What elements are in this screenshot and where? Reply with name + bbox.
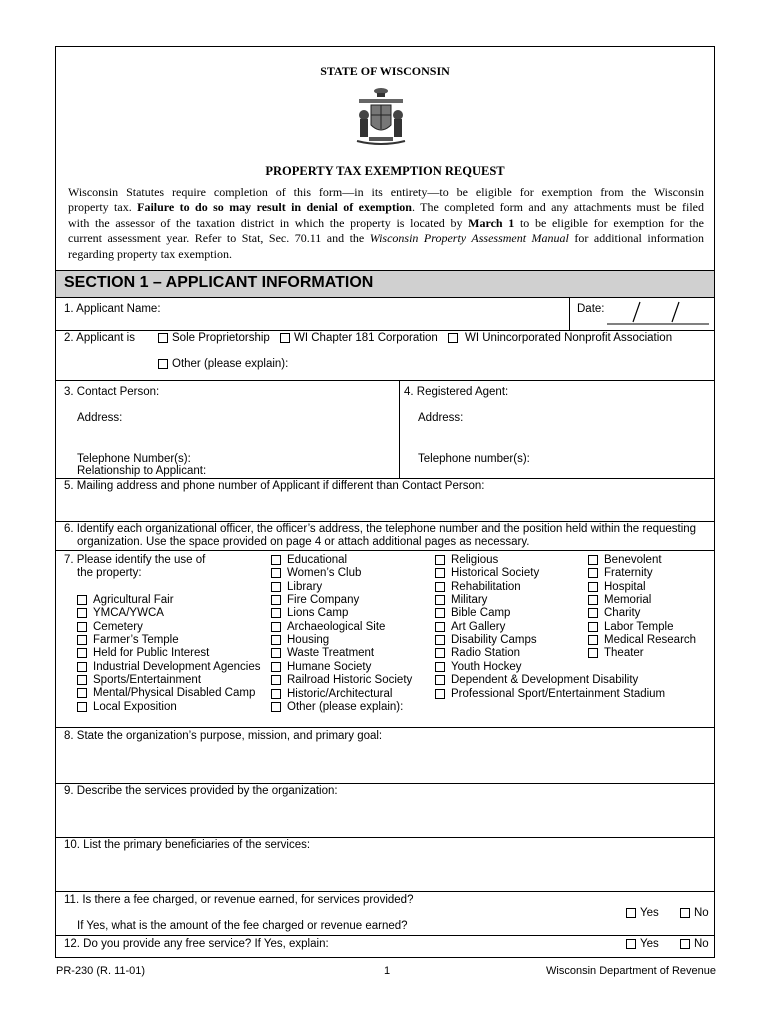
checkbox[interactable] xyxy=(588,568,598,578)
checkbox[interactable] xyxy=(435,595,445,605)
property-use-label: Art Gallery xyxy=(451,620,506,633)
checkbox[interactable] xyxy=(435,622,445,632)
department-name: Wisconsin Department of Revenue xyxy=(546,965,716,977)
form-title: PROPERTY TAX EXEMPTION REQUEST xyxy=(265,164,505,178)
property-use-label: Bible Camp xyxy=(451,607,511,620)
checkbox[interactable] xyxy=(448,333,458,343)
contact-phone-label: Telephone Number(s): xyxy=(77,453,191,465)
checkbox[interactable] xyxy=(588,608,598,618)
checkbox[interactable] xyxy=(280,333,290,343)
property-use-label: Labor Temple xyxy=(604,620,674,633)
intro-line-2: property tax. Failure to do so may result in denial of exemption. The completed form and any attachments must be filed xyxy=(68,200,704,215)
property-use-label: Memorial xyxy=(604,594,652,607)
checkbox[interactable] xyxy=(435,675,445,685)
property-use-label: Women’s Club xyxy=(287,567,362,580)
intro-paragraph xyxy=(68,185,704,262)
checkbox[interactable] xyxy=(271,635,281,645)
checkbox[interactable] xyxy=(271,689,281,699)
checkbox[interactable] xyxy=(626,908,636,918)
property-use-label: Humane Society xyxy=(287,660,372,673)
checkbox[interactable] xyxy=(588,622,598,632)
property-use-label: Disability Camps xyxy=(451,634,537,647)
checkbox[interactable] xyxy=(680,908,690,918)
form-id: PR-230 (R. 11-01) xyxy=(56,965,146,977)
checkbox[interactable] xyxy=(77,688,87,698)
registered-agent-label: 4. Registered Agent: xyxy=(404,386,509,398)
checkbox[interactable] xyxy=(271,595,281,605)
free-service-label: 12. Do you provide any free service? If Yes, explain: xyxy=(64,938,329,950)
section-1-header xyxy=(56,270,714,298)
intro-line-5: regarding property tax exemption. xyxy=(68,246,232,261)
checkbox[interactable] xyxy=(77,648,87,658)
property-use-label: Military xyxy=(451,594,488,607)
property-use-label: Industrial Development Agencies xyxy=(93,660,261,673)
contact-person-label: 3. Contact Person: xyxy=(64,386,160,398)
checkbox[interactable] xyxy=(271,555,281,565)
property-use-label: Religious xyxy=(451,554,499,566)
checkbox[interactable] xyxy=(588,635,598,645)
property-use-label: Railroad Historic Society xyxy=(287,674,413,687)
services-label: 9. Describe the services provided by the organization: xyxy=(64,785,338,797)
checkbox[interactable] xyxy=(271,675,281,685)
purpose-label: 8. State the organization’s purpose, mission, and primary goal: xyxy=(64,730,383,742)
property-use-label: Sports/Entertainment xyxy=(93,674,202,687)
checkbox[interactable] xyxy=(77,662,87,672)
checkbox[interactable] xyxy=(588,595,598,605)
checkbox[interactable] xyxy=(158,359,168,369)
property-use-label: Archaeological Site xyxy=(287,620,386,633)
checkbox[interactable] xyxy=(588,582,598,592)
officers-label-line-1: 6. Identify each organizational officer, the officer’s address, the telephone number and the position held within the requesting xyxy=(64,523,697,535)
property-use-label: Professional Sport/Entertainment Stadium xyxy=(451,687,666,700)
property-use-label: Charity xyxy=(604,607,641,620)
checkbox[interactable] xyxy=(680,939,690,949)
property-use-label: Fire Company xyxy=(287,594,360,607)
checkbox[interactable] xyxy=(271,622,281,632)
property-use-label: Held for Public Interest xyxy=(93,647,210,660)
checkbox[interactable] xyxy=(588,555,598,565)
checkbox[interactable] xyxy=(77,702,87,712)
checkbox[interactable] xyxy=(77,622,87,632)
checkbox[interactable] xyxy=(77,675,87,685)
contact-address-label: Address: xyxy=(77,412,123,424)
property-use-label: Theater xyxy=(604,647,644,660)
intro-line-1: Wisconsin Statutes require completion of this form—in its entirety—to be eligible for exemption from the Wisconsin xyxy=(68,185,704,199)
checkbox[interactable] xyxy=(271,608,281,618)
date-field[interactable] xyxy=(607,299,709,325)
property-use-label: Fraternity xyxy=(604,567,653,580)
checkbox[interactable] xyxy=(77,608,87,618)
fee-amount-label: If Yes, what is the amount of the fee charged or revenue earned? xyxy=(77,920,408,932)
property-use-label: Local Exposition xyxy=(93,700,177,713)
property-use-label: Rehabilitation xyxy=(451,580,521,593)
checkbox[interactable] xyxy=(77,595,87,605)
property-use-label: Dependent & Development Disability xyxy=(451,674,639,687)
beneficiaries-label: 10. List the primary beneficiaries of the services: xyxy=(64,839,311,851)
property-use-label: Hospital xyxy=(604,580,646,593)
property-use-label: Other (please explain): xyxy=(287,700,404,713)
agent-phone-label: Telephone number(s): xyxy=(418,453,530,465)
intro-line-3: with the assessor of the taxation district in which the property is located by March 1 to be eligible for exemption for the xyxy=(68,215,704,230)
property-use-label: Lions Camp xyxy=(287,607,349,620)
checkbox[interactable] xyxy=(626,939,636,949)
checkbox[interactable] xyxy=(588,648,598,658)
officers-label-line-2: organization. Use the space provided on page 4 or attach additional pages as necessary. xyxy=(77,536,530,548)
checkbox[interactable] xyxy=(271,648,281,658)
checkbox[interactable] xyxy=(77,635,87,645)
property-use-label: Radio Station xyxy=(451,647,521,660)
property-use-label: Cemetery xyxy=(93,620,143,633)
intro-line-4: current assessment year. Refer to Stat, Sec. 70.11 and the Wisconsin Property Assessment Manual for additional information xyxy=(68,231,705,246)
checkbox[interactable] xyxy=(435,555,445,565)
property-use-label: Agricultural Fair xyxy=(93,594,174,606)
checkbox[interactable] xyxy=(435,635,445,645)
checkbox[interactable] xyxy=(435,582,445,592)
checkbox[interactable] xyxy=(435,648,445,658)
agent-address-label: Address: xyxy=(418,412,464,424)
state-heading: STATE OF WISCONSIN xyxy=(320,64,450,78)
checkbox[interactable] xyxy=(158,333,168,343)
property-use-label: Waste Treatment xyxy=(287,647,375,660)
property-use-label: Medical Research xyxy=(604,634,697,647)
property-use-label: Library xyxy=(287,580,323,593)
property-use-label: Farmer’s Temple xyxy=(93,634,179,647)
applicant-is-label: 2. Applicant is xyxy=(64,332,135,344)
property-use-label: Historic/Architectural xyxy=(287,687,393,700)
property-use-label: Housing xyxy=(287,634,330,647)
checkbox[interactable] xyxy=(435,568,445,578)
form-page: STATE OF WISCONSIN PROPERTY TAX EXEMPTION REQUEST Wisconsin Statutes require completion of this form—in its entirety—to be eligible for exemption from the Wisconsin property tax. Failure to do so may result in denial of exemption. The completed form and any attachments must be filed with the assessor of the taxation district in which the property is located by March 1 to be eligible for exemption for the current assessment year. Refer to Stat, Sec. 70.11 and the Wisconsin Property Assessment Manual for additional information regarding property tax exemption. SECTION 1 – APPLICANT INFORMATION 1. Applicant Name: Date: 2. Applicant is Sole Proprietorship WI Chapter 181 Corporation WI Unincorporated Nonprofit Association Other (please explain): 3. Contact Person: Address: Telephone Number(s): Relationship to Applicant: 4. Registered Agent: Address: Telephone number(s): 5. Mailing address and phone number of Applicant if different than Contact Person: 6. Identify each organizational officer, the officer’s address, the telephone number and the position held within the requesting organization. Use the space provided on page 4 or attach additional pages as necessary. 7. Please identify the use of the property: Agricultural Fair YMCA/YWCA Cemetery Farmer’s Temple Held for Public Interest Industrial Development Agencies Sports/Entertainment Mental/Physical Disabled Camp Local Exposition Educational Women’s Club Library Fire Company Lions Camp Archaeological Site Housing Waste Treatment Humane Society Railroad Historic Society Historic/Architectural Other (please explain): Religious Historical Society Rehabilitation Military Bible Camp Art Gallery Disability Camps Radio Station Youth Hockey Dependent & Development Disability Professional Sport/Entertainment Stadium Benevolent Fraternity Hospital Memorial Charity Labor Temple Medical Research Theater 8. State the organization’s purpose, mission, and primary goal: 9. Describe the services provided by the organization: 10. List the primary beneficiaries of the services: 11. Is there a fee charged, or revenue earned, for services provided? Yes No If Yes, what is the amount of the fee charged or revenue earned? 12. Do you provide any free service? If Yes, explain: Yes No xyxy=(55,46,715,958)
property-use-label: Youth Hockey xyxy=(451,660,522,673)
date-label: Date: xyxy=(577,303,605,315)
property-use-label: YMCA/YWCA xyxy=(93,607,164,620)
checkbox[interactable] xyxy=(271,568,281,578)
property-use-label: Historical Society xyxy=(451,567,540,580)
checkbox[interactable] xyxy=(271,582,281,592)
property-use-label: Mental/Physical Disabled Camp xyxy=(93,687,256,700)
fee-charged-label: 11. Is there a fee charged, or revenue earned, for services provided? xyxy=(64,894,414,906)
checkbox[interactable] xyxy=(435,608,445,618)
checkbox[interactable] xyxy=(435,662,445,672)
checkbox[interactable] xyxy=(435,689,445,699)
property-use-label-2: the property: xyxy=(77,567,142,579)
checkbox[interactable] xyxy=(271,702,281,712)
applicant-name-label: 1. Applicant Name: xyxy=(64,303,161,315)
contact-relationship-label: Relationship to Applicant: xyxy=(77,465,207,477)
section-1-title: SECTION 1 – APPLICANT INFORMATION xyxy=(64,274,374,291)
property-use-label: Educational xyxy=(287,554,348,566)
checkbox[interactable] xyxy=(271,662,281,672)
page-number: 1 xyxy=(384,965,391,977)
property-use-label-1: 7. Please identify the use of xyxy=(64,554,206,566)
property-use-label: Benevolent xyxy=(604,554,662,566)
mailing-address-label: 5. Mailing address and phone number of Applicant if different than Contact Person: xyxy=(64,480,485,492)
wisconsin-state-seal-icon xyxy=(351,85,411,147)
